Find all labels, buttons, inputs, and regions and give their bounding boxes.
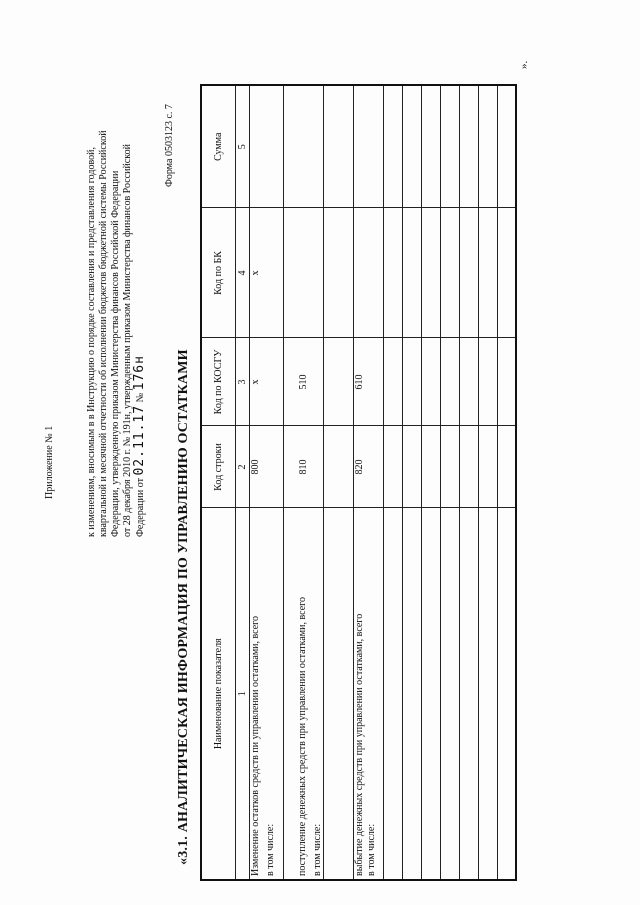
row-bk bbox=[421, 208, 440, 338]
row-sum bbox=[249, 85, 283, 208]
order-number-sign: № bbox=[135, 392, 146, 403]
row-name-cell bbox=[497, 508, 516, 880]
table-row bbox=[283, 85, 323, 880]
row-bk bbox=[440, 208, 459, 338]
table-row bbox=[440, 85, 459, 880]
row-bk bbox=[402, 208, 421, 338]
row-kosgu bbox=[421, 338, 440, 426]
row-name-cell bbox=[283, 508, 323, 880]
row-name-cell bbox=[323, 508, 353, 880]
row-sub-label: в том числе: bbox=[264, 823, 276, 876]
table-row bbox=[478, 85, 497, 880]
table-row bbox=[402, 85, 421, 880]
row-code bbox=[402, 426, 421, 508]
row-sum bbox=[459, 85, 478, 208]
table-header-row bbox=[201, 85, 235, 880]
row-bk bbox=[353, 208, 383, 338]
row-bk bbox=[323, 208, 353, 338]
row-name: поступление денежных средств при управлении остатками, всего bbox=[296, 597, 308, 876]
table-row bbox=[497, 85, 516, 880]
row-bk bbox=[497, 208, 516, 338]
row-name-cell bbox=[440, 508, 459, 880]
row-sum bbox=[383, 85, 402, 208]
row-code bbox=[478, 426, 497, 508]
row-bk bbox=[459, 208, 478, 338]
table-row bbox=[323, 85, 353, 880]
row-kosgu bbox=[383, 338, 402, 426]
row-kosgu bbox=[478, 338, 497, 426]
closing-quote: ». bbox=[518, 60, 530, 69]
row-code bbox=[421, 426, 440, 508]
row-code bbox=[459, 426, 478, 508]
row-sub-label: в том числе: bbox=[311, 823, 323, 876]
col-header-name: Наименование показателя bbox=[201, 508, 235, 880]
col-number: 1 bbox=[235, 508, 249, 880]
col-number: 4 bbox=[235, 208, 249, 338]
appendix-label: Приложение № 1 bbox=[44, 425, 55, 499]
row-code: 810 bbox=[283, 426, 323, 508]
row-kosgu bbox=[402, 338, 421, 426]
table-row bbox=[383, 85, 402, 880]
row-code bbox=[383, 426, 402, 508]
table-row bbox=[459, 85, 478, 880]
row-kosgu: 510 bbox=[283, 338, 323, 426]
table-row bbox=[421, 85, 440, 880]
col-header-kosgu: Код по КОСГУ bbox=[201, 338, 235, 426]
balances-table bbox=[200, 84, 517, 881]
row-sum bbox=[283, 85, 323, 208]
table-row bbox=[353, 85, 383, 880]
column-numbers-row bbox=[235, 85, 249, 880]
row-kosgu: х bbox=[249, 338, 283, 426]
row-code bbox=[323, 426, 353, 508]
row-name-cell bbox=[402, 508, 421, 880]
row-sum bbox=[440, 85, 459, 208]
row-kosgu bbox=[459, 338, 478, 426]
header-line-5 bbox=[134, 355, 146, 537]
row-kosgu bbox=[440, 338, 459, 426]
form-code: Форма 0503123 с. 7 bbox=[164, 104, 175, 187]
row-bk bbox=[383, 208, 402, 338]
col-number: 2 bbox=[235, 426, 249, 508]
row-sum bbox=[402, 85, 421, 208]
row-kosgu bbox=[497, 338, 516, 426]
row-bk bbox=[478, 208, 497, 338]
row-bk bbox=[283, 208, 323, 338]
section-title: «3.1. АНАЛИТИЧЕСКАЯ ИНФОРМАЦИЯ ПО УПРАВЛЕНИЮ ОСТАТКАМИ bbox=[176, 349, 191, 865]
col-header-sum: Сумма bbox=[201, 85, 235, 208]
row-code bbox=[440, 426, 459, 508]
col-header-bk: Код по БК bbox=[201, 208, 235, 338]
col-number: 5 bbox=[235, 85, 249, 208]
table-row bbox=[249, 85, 283, 880]
col-header-row-code: Код строки bbox=[201, 426, 235, 508]
row-name-cell bbox=[478, 508, 497, 880]
row-sum bbox=[323, 85, 353, 208]
order-date: 02.11.17 bbox=[132, 404, 147, 476]
row-code: 800 bbox=[249, 426, 283, 508]
order-date-prefix: Федерации от bbox=[135, 478, 146, 537]
row-sum bbox=[353, 85, 383, 208]
row-sum bbox=[421, 85, 440, 208]
header-line-3: Федерации, утвержденную приказом Министерства финансов Российской Федерации bbox=[110, 170, 121, 537]
row-code bbox=[497, 426, 516, 508]
row-name: Изменение остатков средств пи управлении остатками, всего bbox=[249, 615, 261, 876]
col-number: 3 bbox=[235, 338, 249, 426]
row-code: 820 bbox=[353, 426, 383, 508]
row-sum bbox=[497, 85, 516, 208]
row-name-cell bbox=[459, 508, 478, 880]
row-bk: х bbox=[249, 208, 283, 338]
row-sub-label: в том числе: bbox=[365, 823, 377, 876]
header-line-4: от 28 декабря 2010 г. № 191н, утвержденным приказом Министерства финансов Российской bbox=[122, 144, 133, 537]
row-name-cell bbox=[421, 508, 440, 880]
row-kosgu bbox=[323, 338, 353, 426]
order-number: 176н bbox=[132, 355, 147, 391]
row-kosgu: 610 bbox=[353, 338, 383, 426]
row-name-cell bbox=[353, 508, 383, 880]
row-sum bbox=[478, 85, 497, 208]
header-line-1: к изменениям, вносимым в в Инструкцию о порядке составления и представления годовой, bbox=[86, 147, 97, 537]
row-name-cell bbox=[383, 508, 402, 880]
row-name: выбытие денежных средств при управлении остатками, всего bbox=[353, 613, 365, 876]
row-name-cell bbox=[249, 508, 283, 880]
header-line-2: квартальной и месячной отчетности об исполнении бюджетов бюджетной системы Российской bbox=[98, 130, 109, 537]
